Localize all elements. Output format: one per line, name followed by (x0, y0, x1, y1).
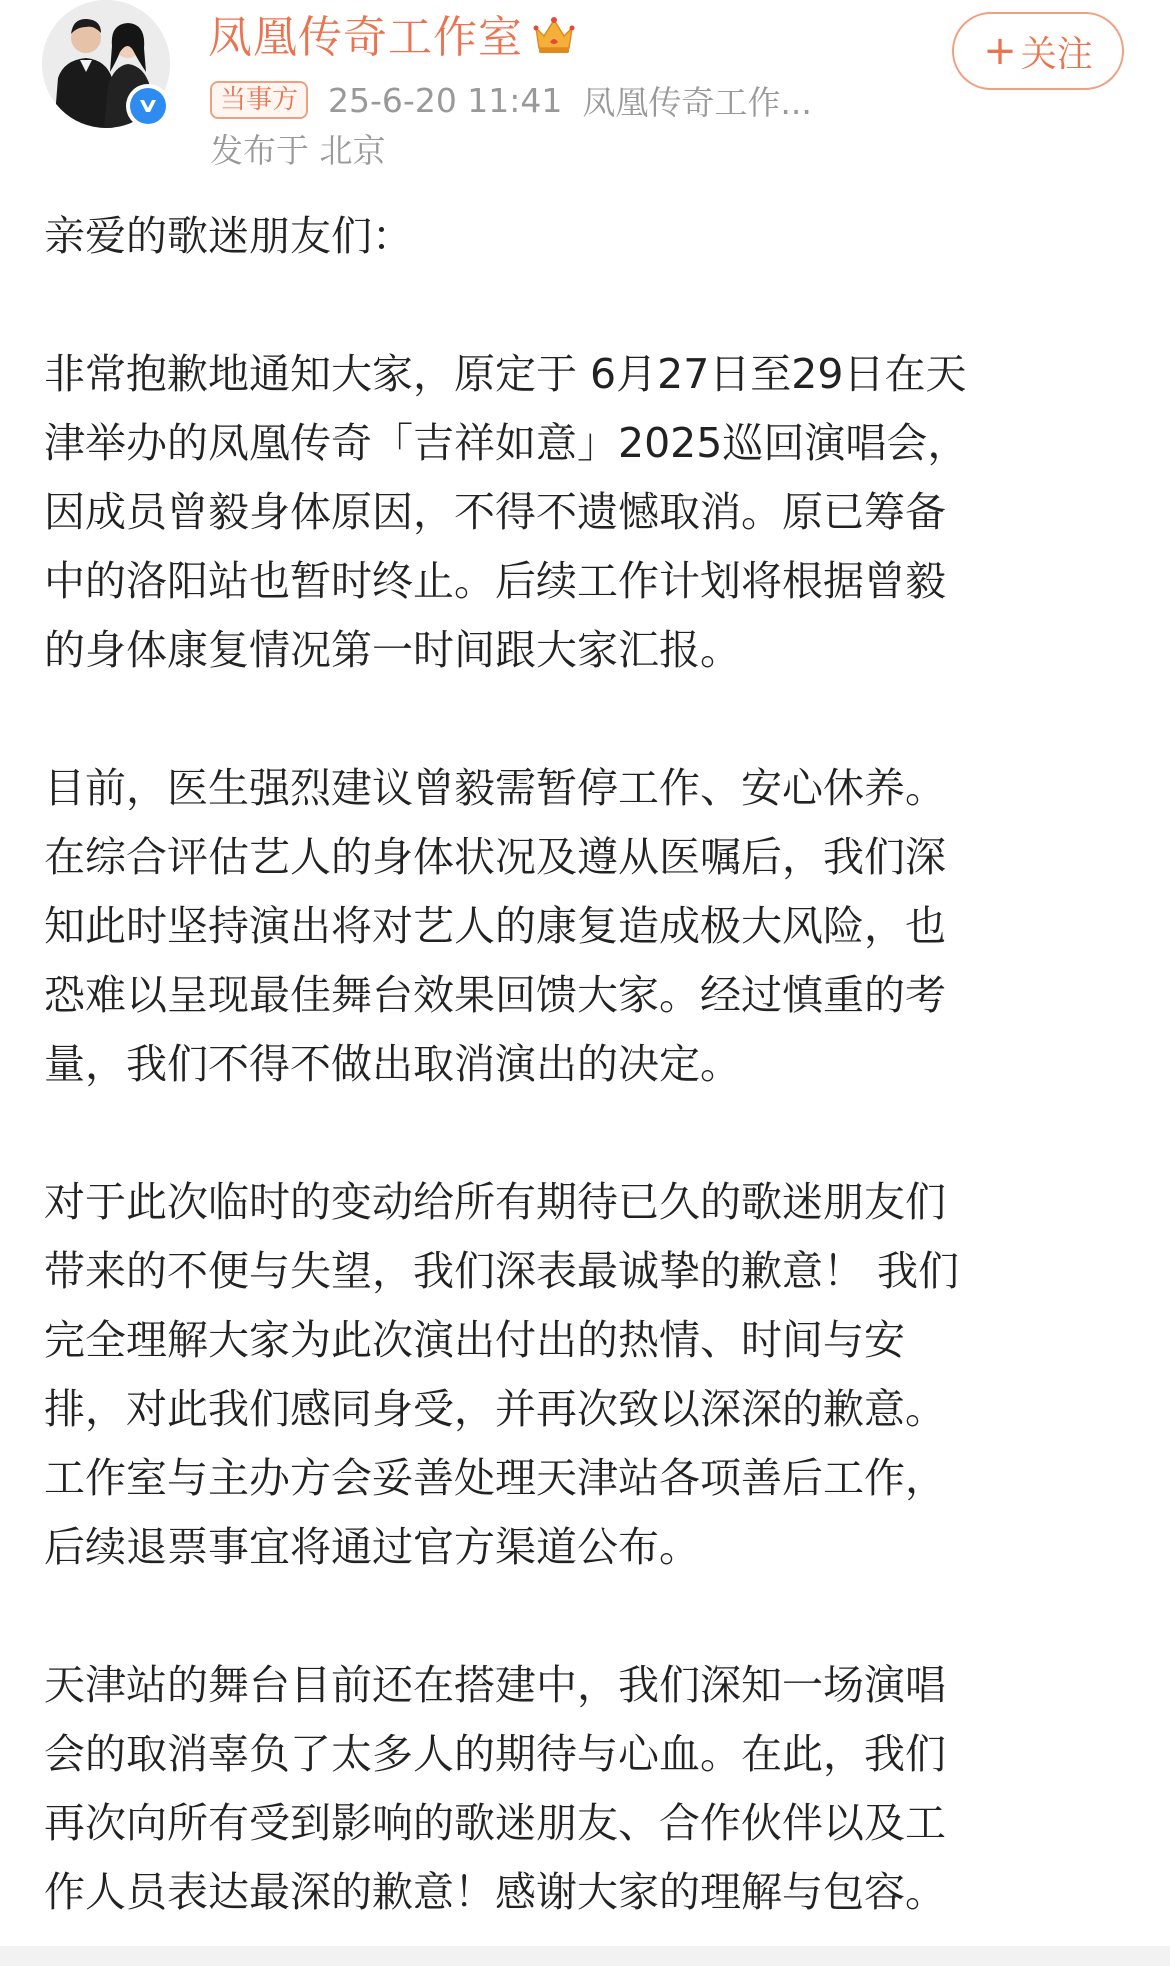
greeting (44, 202, 1134, 271)
follow-button[interactable] (952, 12, 1124, 90)
text-line: 会的取消辜负了太多人的期待与心血。在此，我们 (44, 1730, 946, 1778)
paragraph-2 (44, 754, 1134, 1099)
text-line: 天津站的舞台目前还在搭建中，我们深知一场演唱 (44, 1661, 946, 1709)
account-name[interactable]: 凤凰传奇工作室 (208, 12, 523, 63)
text-line: 再次向所有受到影响的歌迷朋友、合作伙伴以及工 (44, 1799, 946, 1847)
paragraph-4 (44, 1651, 1134, 1927)
bottom-divider (0, 1946, 1170, 1966)
text-line: 中的洛阳站也暂时终止。后续工作计划将根据曾毅 (44, 557, 946, 605)
text-line: 带来的不便与失望，我们深表最诚挚的歉意！ 我们 (44, 1247, 960, 1295)
text-line: 作人员表达最深的歉意！感谢大家的理解与包容。 (44, 1868, 946, 1916)
party-badge: 当事方 (210, 81, 308, 119)
post-header (0, 0, 1170, 190)
text-line: 亲爱的歌迷朋友们： (44, 212, 413, 260)
text-line: 工作室与主办方会妥善处理天津站各项善后工作， (44, 1454, 946, 1502)
plus-icon: + (983, 28, 1017, 74)
text-line: 后续退票事宜将通过官方渠道公布。 (44, 1523, 700, 1571)
text-line: 完全理解大家为此次演出付出的热情、时间与安 (44, 1316, 905, 1364)
post-timestamp: 25-6-20 11:41 (328, 80, 563, 120)
text-line: 的身体康复情况第一时间跟大家汇报。 (44, 626, 741, 674)
text-line: 在综合评估艺人的身体状况及遵从医嘱后，我们深 (44, 833, 946, 881)
text-line: 非常抱歉地通知大家，原定于 6月27日至29日在天 (44, 350, 967, 398)
paragraph-3 (44, 1168, 1134, 1582)
text-line: 排，对此我们感同身受，并再次致以深深的歉意。 (44, 1385, 946, 1433)
text-line: 恐难以呈现最佳舞台效果回馈大家。经过慎重的考 (44, 971, 946, 1019)
text-line: 津举办的凤凰传奇「吉祥如意」2025巡回演唱会， (44, 419, 969, 467)
paragraph-1 (44, 340, 1134, 685)
text-line: 量，我们不得不做出取消演出的决定。 (44, 1040, 741, 1088)
crown-vip-icon[interactable] (532, 14, 576, 58)
post-content (44, 202, 1134, 1927)
text-line: 因成员曾毅身体原因，不得不遗憾取消。原已筹备 (44, 488, 946, 536)
follow-label: 关注 (1020, 33, 1093, 75)
text-line: 对于此次临时的变动给所有期待已久的歌迷朋友们 (44, 1178, 946, 1226)
post-source[interactable]: 凤凰传奇工作... (582, 82, 812, 122)
post-location: 发布于 北京 (210, 131, 386, 170)
post-meta (210, 78, 812, 122)
text-line: 目前，医生强烈建议曾毅需暂停工作、安心休养。 (44, 764, 946, 812)
text-line: 知此时坚持演出将对艺人的康复造成极大风险，也 (44, 902, 946, 950)
verified-badge-icon (126, 84, 170, 128)
